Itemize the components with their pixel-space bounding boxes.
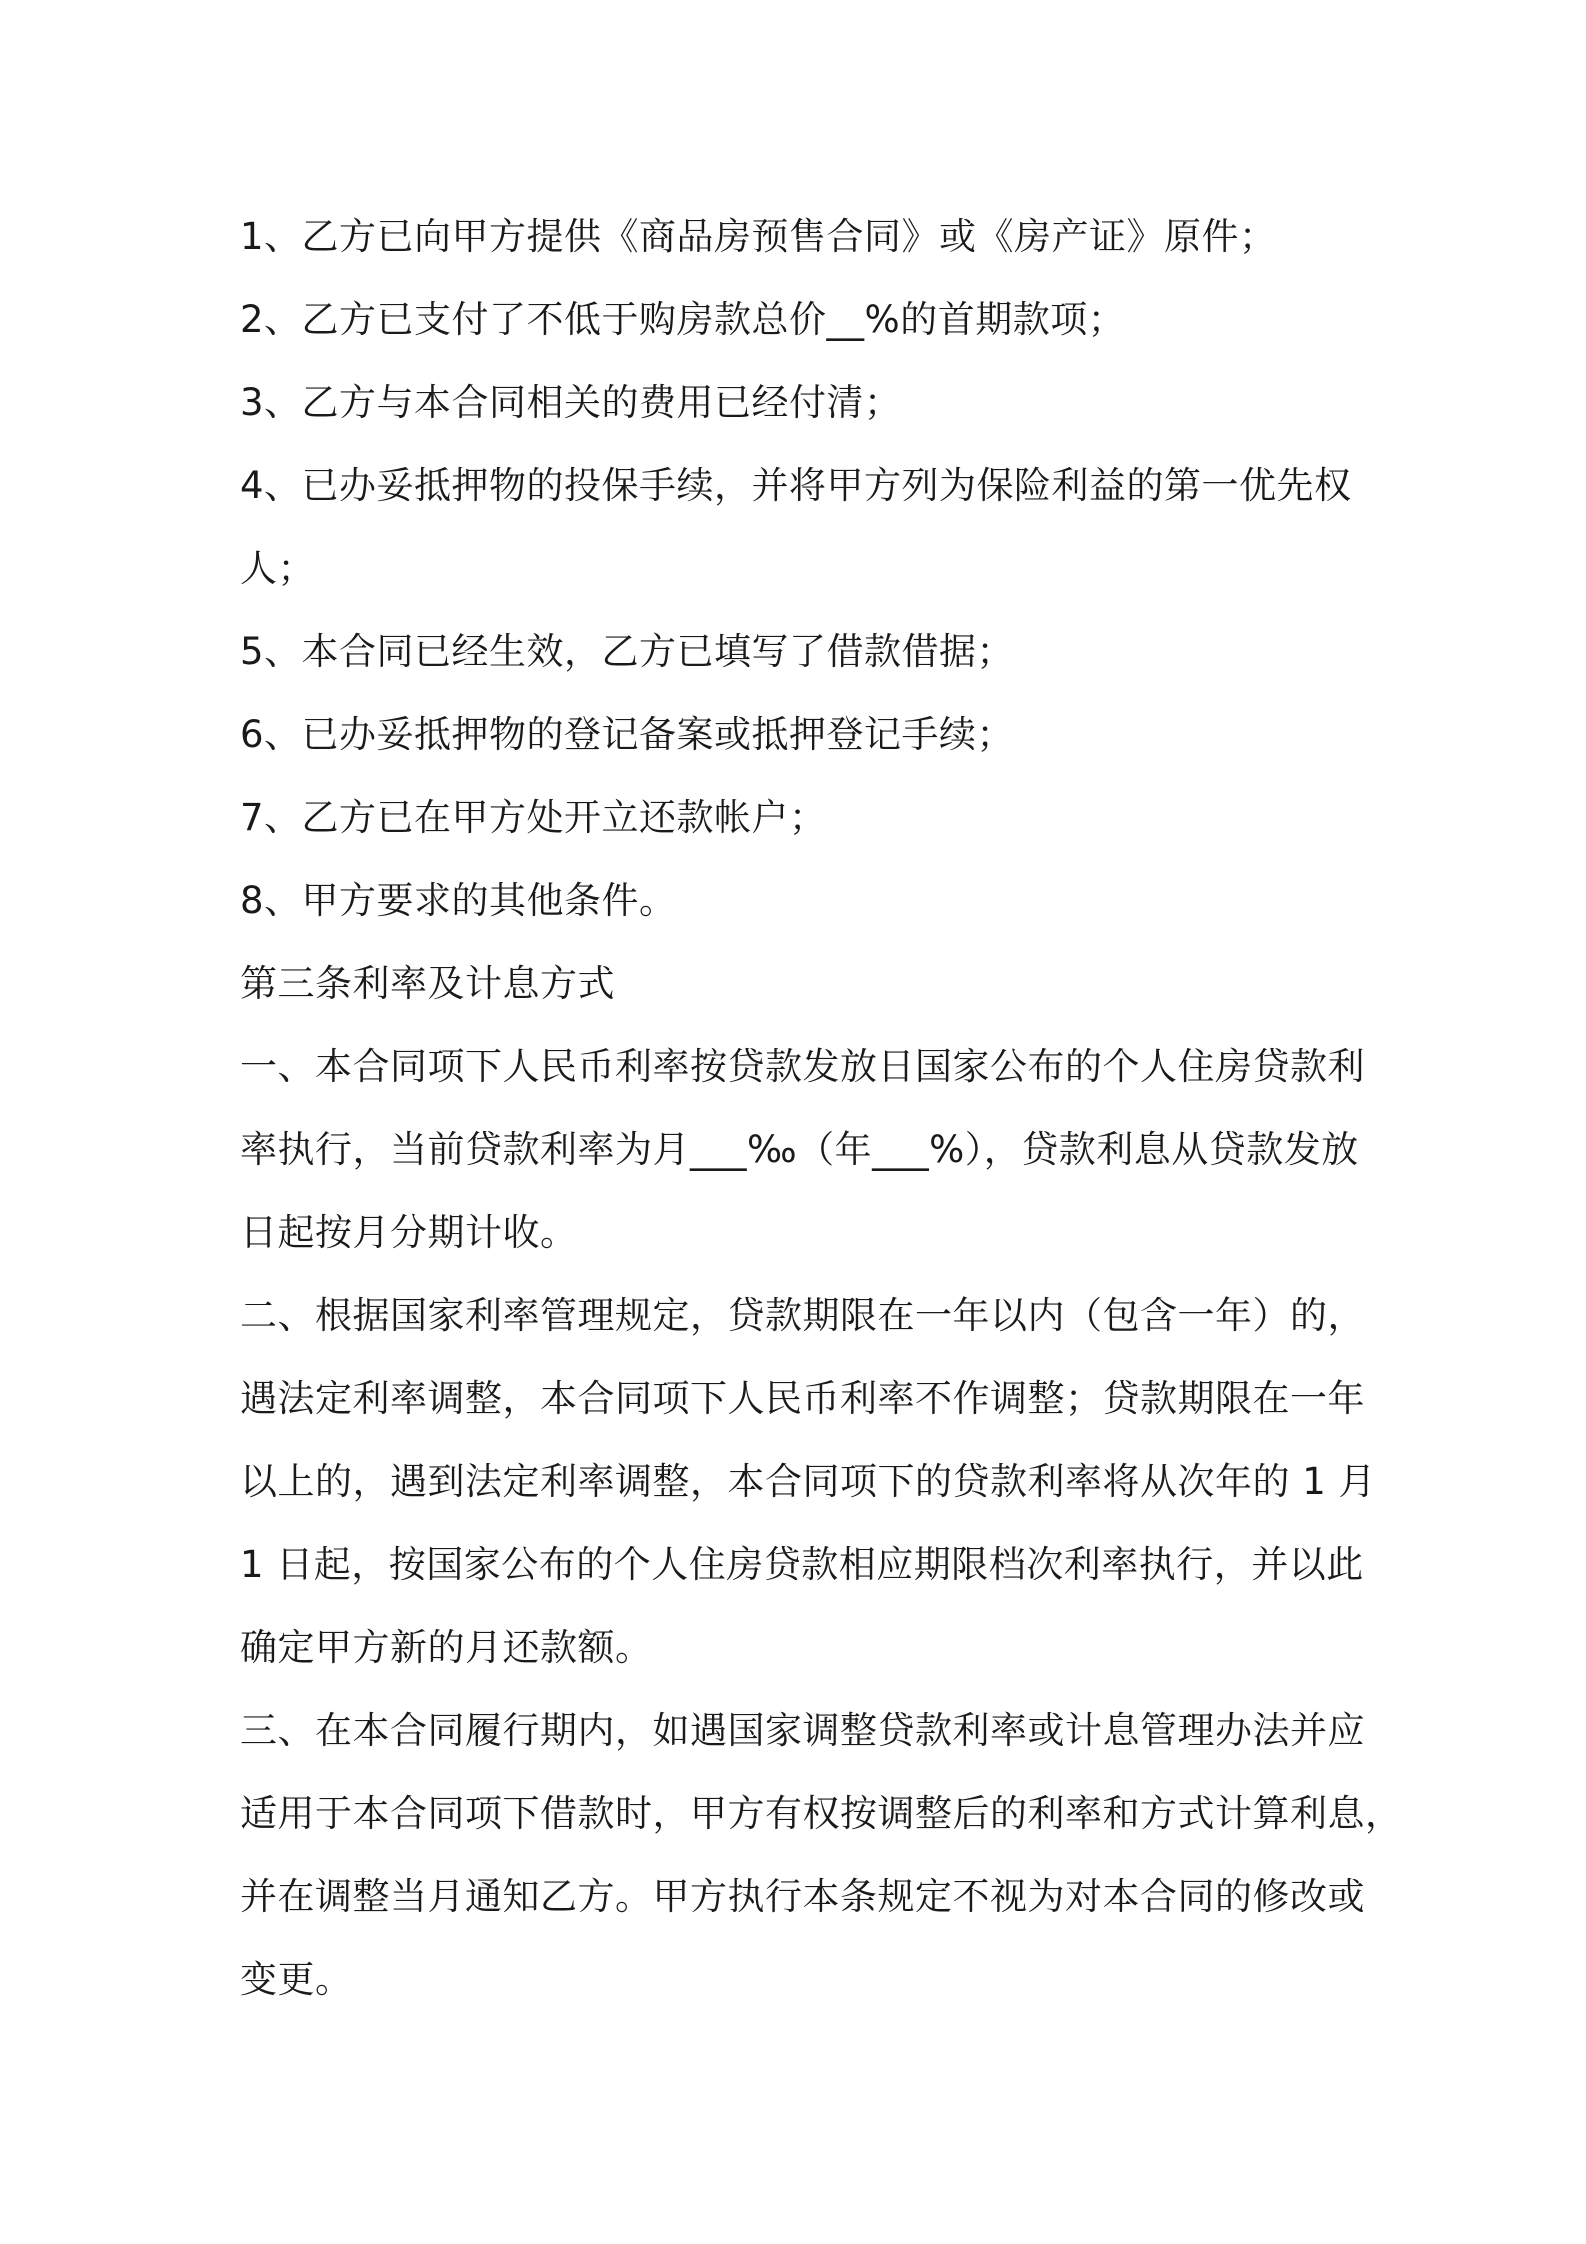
document-body [240, 195, 1403, 2021]
clause-2-line-4: 1 日起，按国家公布的个人住房贷款相应期限档次利率执行，并以此 [240, 1543, 1364, 1586]
clause-1-line-1: 一、本合同项下人民币利率按贷款发放日国家公布的个人住房贷款利 [240, 1045, 1365, 1088]
clause-3-line-4: 变更。 [240, 1958, 353, 2001]
clause-1-line-3: 日起按月分期计收。 [240, 1211, 578, 1254]
condition-4-continuation: 人； [240, 547, 315, 590]
clause-3-line-3: 并在调整当月通知乙方。甲方执行本条规定不视为对本合同的修改或 [240, 1875, 1365, 1918]
condition-4-line: 4、已办妥抵押物的投保手续，并将甲方列为保险利益的第一优先权 [240, 464, 1352, 507]
condition-3-line: 3、乙方与本合同相关的费用已经付清； [240, 381, 902, 424]
condition-5-line: 5、本合同已经生效，乙方已填写了借款借据； [240, 630, 1015, 673]
clause-3-line-2: 适用于本合同项下借款时，甲方有权按调整后的利率和方式计算利息， [240, 1792, 1403, 1835]
clause-2-line-5: 确定甲方新的月还款额。 [240, 1626, 653, 1669]
condition-8-line: 8、甲方要求的其他条件。 [240, 879, 677, 922]
clause-2-line-2: 遇法定利率调整，本合同项下人民币利率不作调整；贷款期限在一年 [240, 1377, 1365, 1420]
condition-7-line: 7、乙方已在甲方处开立还款帐户； [240, 796, 827, 839]
clause-3-line-1: 三、在本合同履行期内，如遇国家调整贷款利率或计息管理办法并应 [240, 1709, 1365, 1752]
condition-2-line: 2、乙方已支付了不低于购房款总价__%的首期款项； [240, 298, 1126, 341]
article-3-heading: 第三条利率及计息方式 [240, 962, 615, 1005]
clause-1-line-2: 率执行，当前贷款利率为月___‰（年___%），贷款利息从贷款发放 [240, 1128, 1359, 1171]
condition-1-line: 1、乙方已向甲方提供《商品房预售合同》或《房产证》原件； [240, 215, 1277, 258]
clause-2-line-3: 以上的，遇到法定利率调整，本合同项下的贷款利率将从次年的 1 月 [240, 1460, 1377, 1503]
clause-2-line-1: 二、根据国家利率管理规定，贷款期限在一年以内（包含一年）的， [240, 1294, 1365, 1337]
condition-6-line: 6、已办妥抵押物的登记备案或抵押登记手续； [240, 713, 1015, 756]
